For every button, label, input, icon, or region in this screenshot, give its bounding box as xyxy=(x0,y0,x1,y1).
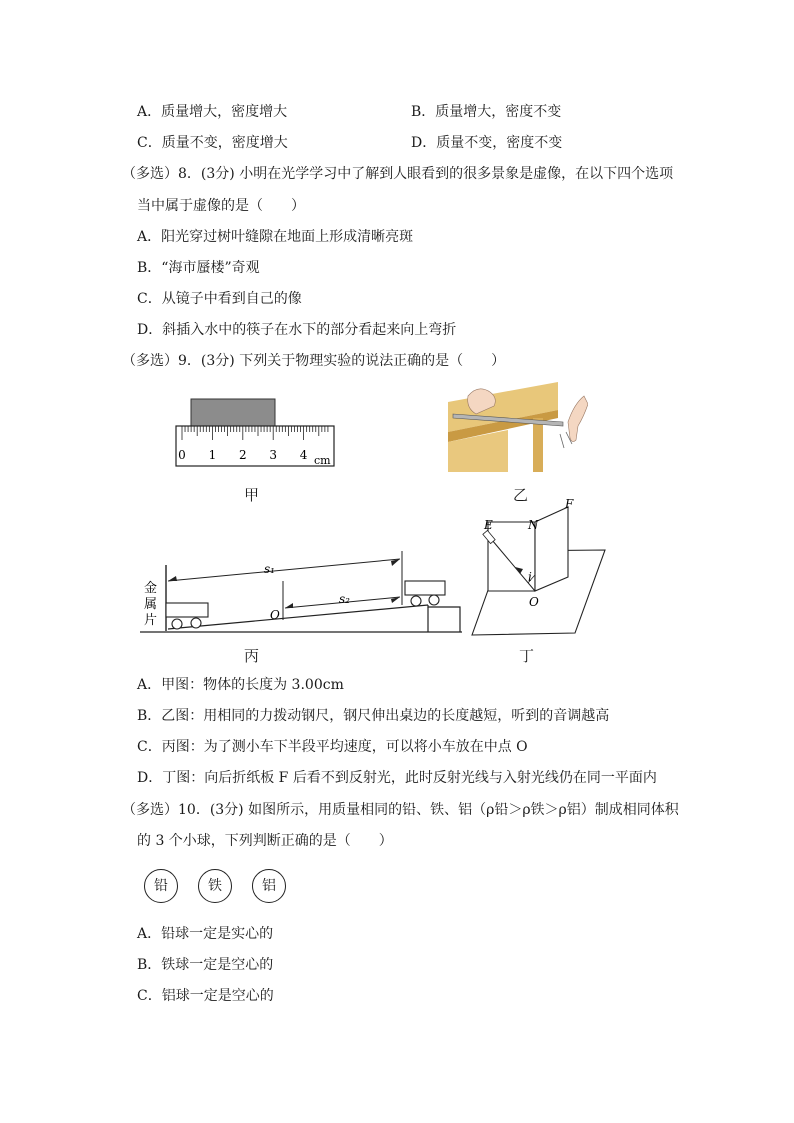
label-s2: s₂ xyxy=(339,592,350,606)
label-metal-3: 片 xyxy=(144,613,158,628)
q10-stem-line2: 的 3 个小球，下列判断正确的是（ ） xyxy=(137,833,393,849)
label-i: i xyxy=(528,570,532,584)
figure-label-yi: 乙 xyxy=(513,486,529,504)
q8-option-c: C．从镜子中看到自己的像 xyxy=(137,291,302,307)
ruler-tick-label-1: 1 xyxy=(208,448,217,462)
figure-label-jia: 甲 xyxy=(244,486,260,504)
figure-label-ding: 丁 xyxy=(519,647,535,665)
q8-option-a: A．阳光穿过树叶缝隙在地面上形成清晰亮斑 xyxy=(137,229,414,245)
label-metal-2: 属 xyxy=(144,597,158,612)
cart-bottom xyxy=(166,603,208,629)
ball-lead: 铅 xyxy=(144,869,178,903)
q10-option-a: A．铅球一定是实心的 xyxy=(137,926,274,942)
ball-aluminum: 铝 xyxy=(252,869,286,903)
label-o: O xyxy=(529,595,539,609)
q9-stem: （多选）9．(3分) 下列关于物理实验的说法正确的是（ ） xyxy=(122,353,506,369)
support-block xyxy=(428,605,460,632)
q10-option-b: B．铁球一定是空心的 xyxy=(137,957,274,973)
label-metal-1: 金 xyxy=(144,581,158,596)
ruler-tick-label-4: 4 xyxy=(299,448,308,462)
q9-option-d: D．丁图：向后折纸板 F 后看不到反射光，此时反射光线与入射光线仍在同一平面内 xyxy=(137,770,657,786)
label-s1: s₁ xyxy=(264,562,275,576)
figure-yi-steel-ruler-photo xyxy=(448,382,588,472)
paper-board-f xyxy=(535,507,568,591)
s1-arrow xyxy=(168,559,400,581)
figure-jia-ruler xyxy=(170,392,345,472)
q9-option-a: A．甲图：物体的长度为 3.00cm xyxy=(137,677,344,693)
q7-option-c: C．质量不变，密度增大 xyxy=(137,135,288,151)
q10-option-c: C．铝球一定是空心的 xyxy=(137,988,274,1004)
q7-option-b: B．质量增大，密度不变 xyxy=(411,104,562,120)
q10-stem-line1: （多选）10．(3分) 如图所示，用质量相同的铅、铁、铝（ρ铅＞ρ铁＞ρ铝）制成相同体积 xyxy=(122,802,679,818)
ruler-tick-label-0: 0 xyxy=(178,448,186,462)
figure-ding-reflection xyxy=(470,495,610,640)
label-n: N xyxy=(528,518,539,532)
q7-option-a: A．质量增大，密度增大 xyxy=(137,104,288,120)
table-leg xyxy=(533,418,543,472)
ruler-unit-label: cm xyxy=(314,454,331,467)
figure-bing-incline xyxy=(140,545,465,640)
q7-option-d: D．质量不变，密度不变 xyxy=(411,135,563,151)
ruler-tick-label-2: 2 xyxy=(238,448,247,462)
label-o-midpoint: O xyxy=(270,608,280,622)
q8-stem-line1: （多选）8．(3分) 小明在光学学习中了解到人眼看到的很多景象是虚像，在以下四个选项 xyxy=(122,166,674,182)
ruler-tick-label-3: 3 xyxy=(269,448,278,462)
label-f: F xyxy=(565,497,574,511)
q9-option-b: B．乙图：用相同的力拨动钢尺，钢尺伸出桌边的长度越短，听到的音调越高 xyxy=(137,708,610,724)
measured-block xyxy=(191,399,275,426)
ball-iron: 铁 xyxy=(198,869,232,903)
cart-top xyxy=(405,581,445,606)
q9-option-c: C．丙图：为了测小车下半段平均速度，可以将小车放在中点 O xyxy=(137,739,528,755)
q8-option-d: D．斜插入水中的筷子在水下的部分看起来向上弯折 xyxy=(137,322,457,338)
q8-stem-line2: 当中属于虚像的是（ ） xyxy=(137,198,305,214)
figure-label-bing: 丙 xyxy=(244,647,260,665)
q8-option-b: B．“海市蜃楼”奇观 xyxy=(137,260,260,276)
label-e: E xyxy=(484,518,493,532)
